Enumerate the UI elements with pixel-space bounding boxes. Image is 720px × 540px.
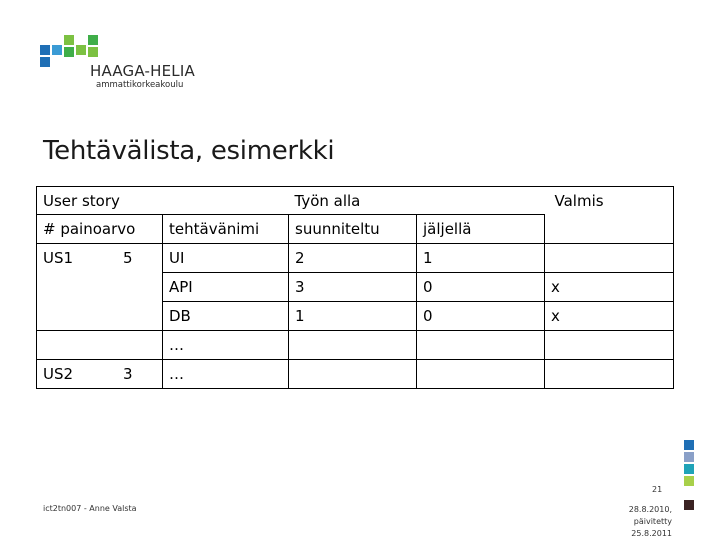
table-row: [37, 273, 674, 302]
remaining-cell: 0: [417, 273, 545, 302]
done-cell: [545, 360, 674, 389]
story-points: 5: [123, 249, 133, 268]
page-number: 21: [652, 485, 663, 494]
story-points: 3: [123, 365, 133, 383]
subheader-task-name: tehtävänimi: [163, 215, 289, 244]
task-name-cell: DB: [163, 302, 289, 331]
decor-square: [684, 452, 694, 462]
table-row: [37, 331, 674, 360]
planned-cell: 1: [289, 302, 417, 331]
footer-date-line: 25.8.2011: [631, 529, 672, 538]
header-user-story: User story: [37, 187, 289, 215]
task-name-cell: API: [163, 273, 289, 302]
subheader-planned: suunniteltu: [289, 215, 417, 244]
planned-cell: [289, 331, 417, 360]
decor-square: [684, 476, 694, 486]
decor-square: [684, 464, 694, 474]
task-name-cell: …: [163, 360, 289, 389]
haaga-helia-logo: [38, 32, 208, 94]
footer-date: [629, 504, 672, 540]
story-cell: [37, 360, 163, 389]
done-cell: x: [545, 302, 674, 331]
header-in-progress: Työn alla: [289, 187, 545, 215]
remaining-cell: 1: [417, 244, 545, 273]
table-row: [37, 360, 674, 389]
done-cell: [545, 331, 674, 360]
subheader-done-cell: [545, 215, 674, 244]
logo-name: HAAGA-HELIA: [90, 62, 195, 80]
done-cell: x: [545, 273, 674, 302]
story-cell: [37, 302, 163, 331]
logo-subtitle: ammattikorkeakoulu: [96, 80, 184, 90]
footer-course-author: ict2tn007 - Anne Valsta: [43, 504, 137, 513]
planned-cell: [289, 360, 417, 389]
remaining-cell: [417, 360, 545, 389]
task-name-cell: …: [163, 331, 289, 360]
decor-square: [684, 488, 694, 498]
table-row: [37, 302, 674, 331]
table-row: [37, 244, 674, 273]
table-header-row: [37, 187, 674, 215]
table-subheader-row: [37, 215, 674, 244]
done-cell: [545, 244, 674, 273]
subheader-remaining: jäljellä: [417, 215, 545, 244]
planned-cell: 2: [289, 244, 417, 273]
task-name-cell: UI: [163, 244, 289, 273]
story-cell: [37, 273, 163, 302]
footer-date-line: 28.8.2010,: [628, 505, 672, 514]
subheader-id-points: # painoarvo: [37, 215, 163, 244]
footer-date-line: päivitetty: [633, 517, 672, 526]
decor-square: [684, 440, 694, 450]
story-id: US2: [43, 365, 74, 383]
decor-square: [684, 500, 694, 510]
decor-squares: [684, 440, 694, 512]
remaining-cell: [417, 331, 545, 360]
task-list-table: [36, 186, 674, 389]
header-done: Valmis: [545, 187, 674, 215]
story-cell: [37, 244, 163, 273]
slide-title: Tehtävälista, esimerkki: [43, 136, 335, 166]
planned-cell: 3: [289, 273, 417, 302]
story-id: US1: [43, 249, 74, 268]
remaining-cell: 0: [417, 302, 545, 331]
logo-squares-icon: [38, 32, 98, 72]
story-cell: [37, 331, 163, 360]
